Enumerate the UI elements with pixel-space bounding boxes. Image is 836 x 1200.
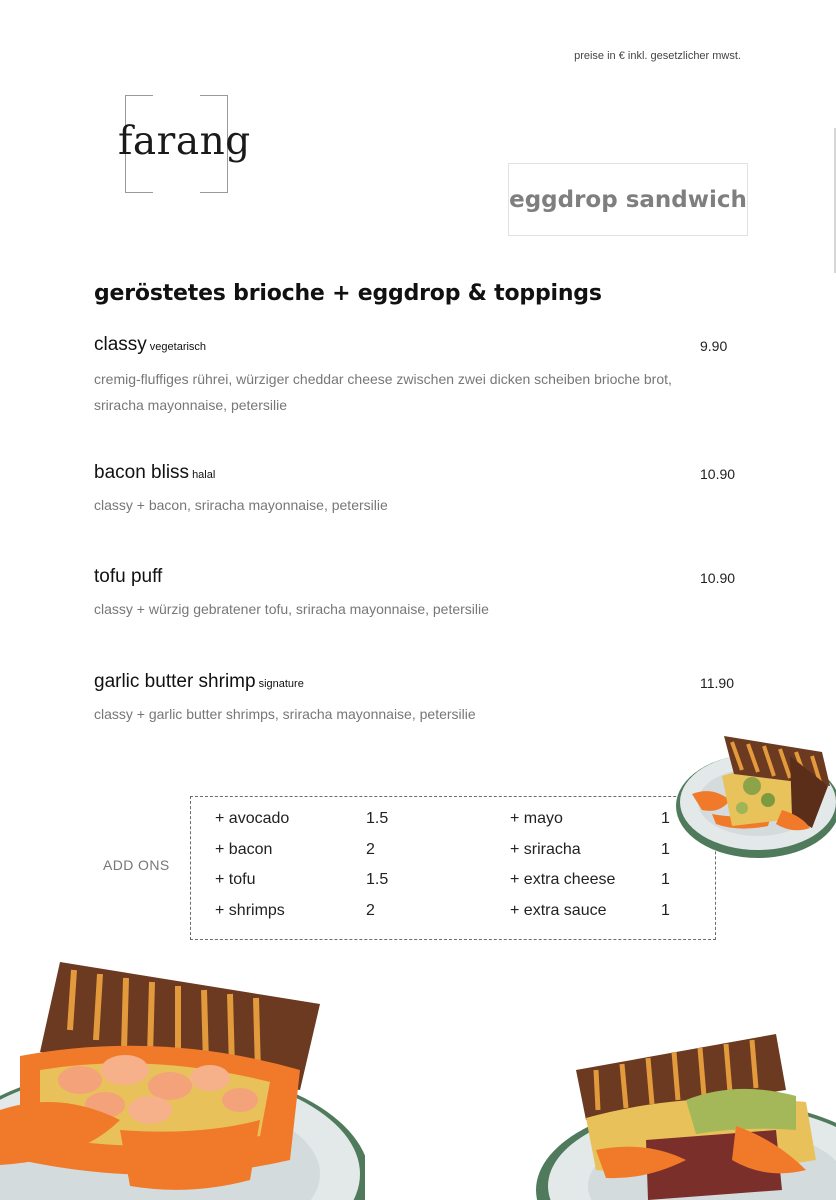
addon-name: + extra sauce [510,902,607,919]
menu-item-garlic-butter-shrimp [94,671,744,727]
item-name: tofu puff [94,566,163,587]
item-price: 10.90 [700,466,736,482]
addon-price: 1 [661,871,670,888]
item-price: 10.90 [700,570,736,586]
sandwich-photo-avocado [536,1030,836,1200]
item-name: bacon bliss [94,462,190,483]
sandwich-photo-shrimp [0,960,365,1200]
menu-item-classy [94,334,744,418]
addon-name: + avocado [215,810,290,827]
addon-name: + sriracha [510,841,581,858]
item-tag: halal [192,469,216,481]
section-title: geröstetes brioche + eggdrop & toppings [94,281,602,306]
addon-name: + extra cheese [510,871,616,888]
item-description: cremig-fluffiges rührei, würziger cheddar cheese zwischen zwei dicken scheiben brioche brot, sriracha mayonnaise, petersilie [94,371,672,413]
addon-price: 2 [366,902,375,919]
item-name: classy [94,334,147,355]
addon-price: 1 [661,810,670,827]
addon-price: 1 [661,902,670,919]
addon-name: + bacon [215,841,273,858]
addon-name: + mayo [510,810,563,827]
addons-label: ADD ONS [103,857,170,873]
sandwich-photo-small [672,716,836,862]
farang-logo [118,95,251,193]
menu-item-bacon-bliss [94,462,744,518]
addon-name: + tofu [215,871,256,888]
logo-wordmark: farang [118,119,251,164]
item-description: classy + bacon, sriracha mayonnaise, petersilie [94,497,388,513]
item-description: classy + garlic butter shrimps, sriracha mayonnaise, petersilie [94,706,476,722]
item-tag: vegetarisch [149,341,207,353]
category-title: eggdrop sandwich [508,163,748,236]
addon-price: 1.5 [366,810,389,827]
item-description: classy + würzig gebratener tofu, sriracha mayonnaise, petersilie [94,601,489,617]
item-name: garlic butter shrimp [94,671,256,692]
addon-price: 1.5 [366,871,389,888]
addon-name: + shrimps [215,902,285,919]
item-price: 11.90 [700,675,734,691]
item-price: 9.90 [700,338,728,354]
addon-price: 1 [661,841,670,858]
price-note: preise in € inkl. gesetzlicher mwst. [574,50,741,62]
addon-price: 2 [366,841,375,858]
item-tag: signature [258,678,304,690]
menu-item-tofu-puff [94,566,744,622]
